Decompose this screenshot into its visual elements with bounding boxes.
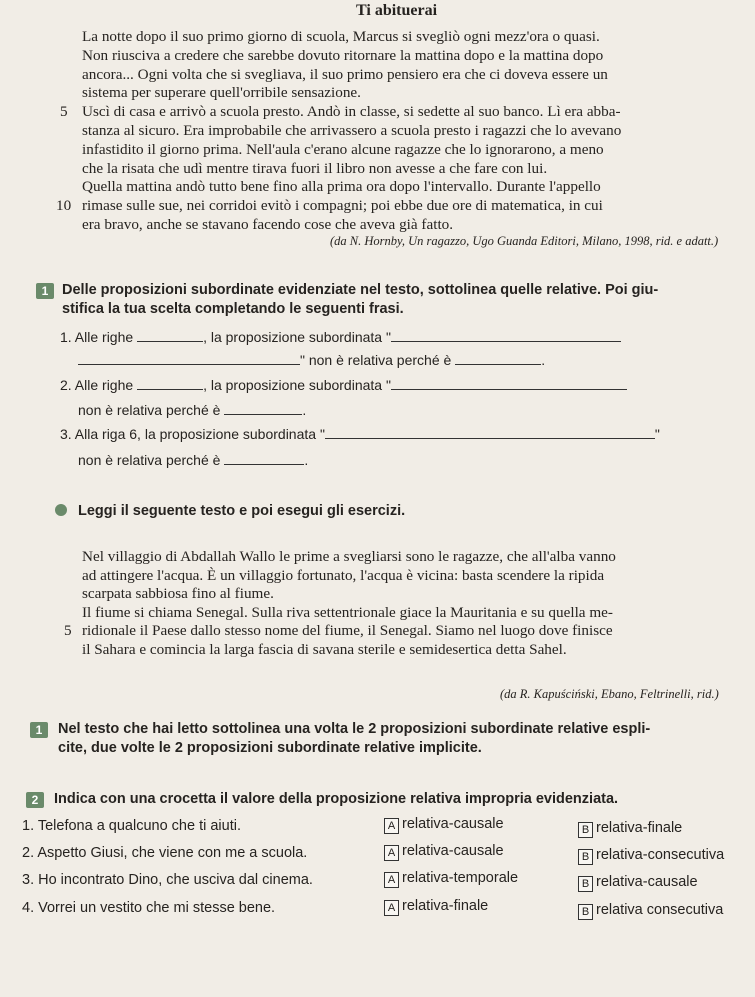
option-a[interactable]: A relativa-causale [384, 816, 504, 834]
answer-blank[interactable] [137, 377, 203, 390]
option-b[interactable]: B relativa-causale [578, 874, 698, 892]
line-number: 5 [64, 622, 72, 640]
passage-line: 5 ridionale il Paese dallo stesso nome del fiume, il Senegal. Siamo nel luogo dove finisce [64, 622, 613, 640]
answer-blank[interactable] [325, 426, 655, 439]
line-number: 5 [60, 103, 68, 121]
passage-line: ancora... Ogni volta che si svegliava, il suo primo pensiero era che ci doveva essere un [82, 65, 608, 83]
answer-blank[interactable] [391, 329, 621, 342]
passage-line: 10 rimase sulle sue, nei corridoi evitò i compagni; poi ebbe due ore di matematica, in cui [56, 197, 603, 215]
exercise-3-title: Indica con una crocetta il valore della proposizione relativa impropria evidenziata. [54, 791, 619, 807]
option-a[interactable]: A relativa-finale [384, 898, 488, 916]
answer-blank[interactable] [224, 402, 302, 415]
option-a[interactable]: A relativa-temporale [384, 870, 518, 888]
exercise-number-badge: 1 [30, 722, 48, 738]
option-b[interactable]: B relativa-consecutiva [578, 847, 724, 865]
answer-blank[interactable] [224, 452, 304, 465]
exercise-3-sentence: 1. Telefona a qualcuno che ti aiuti. [22, 818, 242, 834]
exercise-2-title: Nel testo che hai letto sottolinea una volta le 2 proposizioni subordinate relative espli- cite, due volte le 2 proposizioni subordinate relative implicite. [58, 721, 651, 756]
passage-line: La notte dopo il suo primo giorno di scuola, Marcus si svegliò ogni mezz'ora o quasi. [82, 28, 600, 45]
exercise-1-item-2: 2. Alle righe , la proposizione subordinata " [60, 376, 627, 394]
passage-line: Non riusciva a credere che sarebbe dovuto ritornare la mattina dopo e la mattina dopo [82, 46, 604, 64]
exercise-1-item-1: 1. Alle righe , la proposizione subordinata " [60, 328, 621, 346]
passage-line: Quella mattina andò tutto bene fino alla prima ora dopo l'intervallo. Durante l'appello [82, 178, 601, 196]
option-b[interactable]: B relativa consecutiva [578, 902, 723, 920]
passage-line: stanza al sicuro. Era improbabile che arrivassero a scuola presto i ragazzi che lo avevano [82, 121, 622, 139]
answer-blank[interactable] [391, 377, 627, 390]
source-citation: (da N. Hornby, Un ragazzo, Ugo Guanda Editori, Milano, 1998, rid. e adatt.) [330, 234, 719, 248]
exercise-1-item-3-cont: non è relativa perché è . [78, 452, 309, 468]
exercise-3-sentence: 4. Vorrei un vestito che mi stesse bene. [22, 900, 276, 916]
passage-line: sistema per superare quell'orribile sensazione. [82, 84, 361, 102]
checkbox-b[interactable]: B [578, 849, 593, 865]
exercise-1-item-3: 3. Alla riga 6, la proposizione subordinata " " [60, 426, 660, 442]
passage-1 [56, 28, 742, 235]
passage-line: 5 Uscì di casa e arrivò a scuola presto. Andò in classe, si sedette al suo banco. Lì era abba- [60, 103, 621, 121]
passage-line: era bravo, anche se stavano facendo cose che aveva già fatto. [82, 215, 454, 233]
checkbox-b[interactable]: B [578, 822, 593, 838]
passage-2 [64, 548, 750, 660]
exercise-3-sentence: 3. Ho incontrato Dino, che usciva dal cinema. [22, 872, 313, 888]
passage-line: Il fiume si chiama Senegal. Sulla riva settentrionale giace la Mauritania e su quella me- [82, 603, 613, 621]
option-a[interactable]: A relativa-causale [384, 843, 504, 861]
checkbox-a[interactable]: A [384, 872, 399, 888]
exercise-1-item-2-cont: non è relativa perché è . [78, 402, 307, 418]
checkbox-a[interactable]: A [384, 818, 399, 834]
exercise-1-item-1-cont: " non è relativa perché è . [78, 351, 545, 369]
checkbox-a[interactable]: A [384, 900, 399, 916]
passage-line: Nel villaggio di Abdallah Wallo le prime a svegliarsi sono le ragazze, che all'alba vanno [82, 548, 616, 565]
reading-instruction: Leggi il seguente testo e poi esegui gli esercizi. [78, 503, 406, 519]
passage-line: che la risata che udì mentre tirava fuori il libro non avesse a che fare con lui. [82, 159, 548, 177]
passage-line: scarpata sabbiosa fino al fiume. [82, 585, 274, 603]
checkbox-a[interactable]: A [384, 845, 399, 861]
source-citation: (da R. Kapuściński, Ebano, Feltrinelli, rid.) [500, 687, 719, 701]
section-bullet-icon [55, 504, 67, 516]
answer-blank[interactable] [78, 352, 300, 365]
answer-blank[interactable] [137, 329, 203, 342]
passage-line: ad attingere l'acqua. È un villaggio fortunato, l'acqua è vicina: basta scendere la ripida [82, 566, 605, 584]
passage-line: il Sahara e comincia la larga fascia di savana sterile e semidesertica detta Sahel. [82, 640, 567, 658]
option-b[interactable]: B relativa-finale [578, 820, 682, 838]
exercise-number-badge: 1 [36, 283, 54, 299]
answer-blank[interactable] [455, 352, 541, 365]
line-number: 10 [56, 197, 72, 215]
passage-title: Ti abituerai [356, 2, 438, 19]
exercise-number-badge: 2 [26, 792, 44, 808]
passage-line: infastidito il giorno prima. Nell'aula c'erano alcune ragazze che lo ignorarono, a meno [82, 140, 604, 158]
exercise-1-title: Delle proposizioni subordinate evidenziate nel testo, sottolinea quelle relative. Poi giu- stifica la tua scelta completando le seguenti frasi. [62, 282, 659, 317]
exercise-3-sentence: 2. Aspetto Giusi, che viene con me a scuola. [22, 845, 308, 861]
checkbox-b[interactable]: B [578, 904, 593, 920]
checkbox-b[interactable]: B [578, 876, 593, 892]
